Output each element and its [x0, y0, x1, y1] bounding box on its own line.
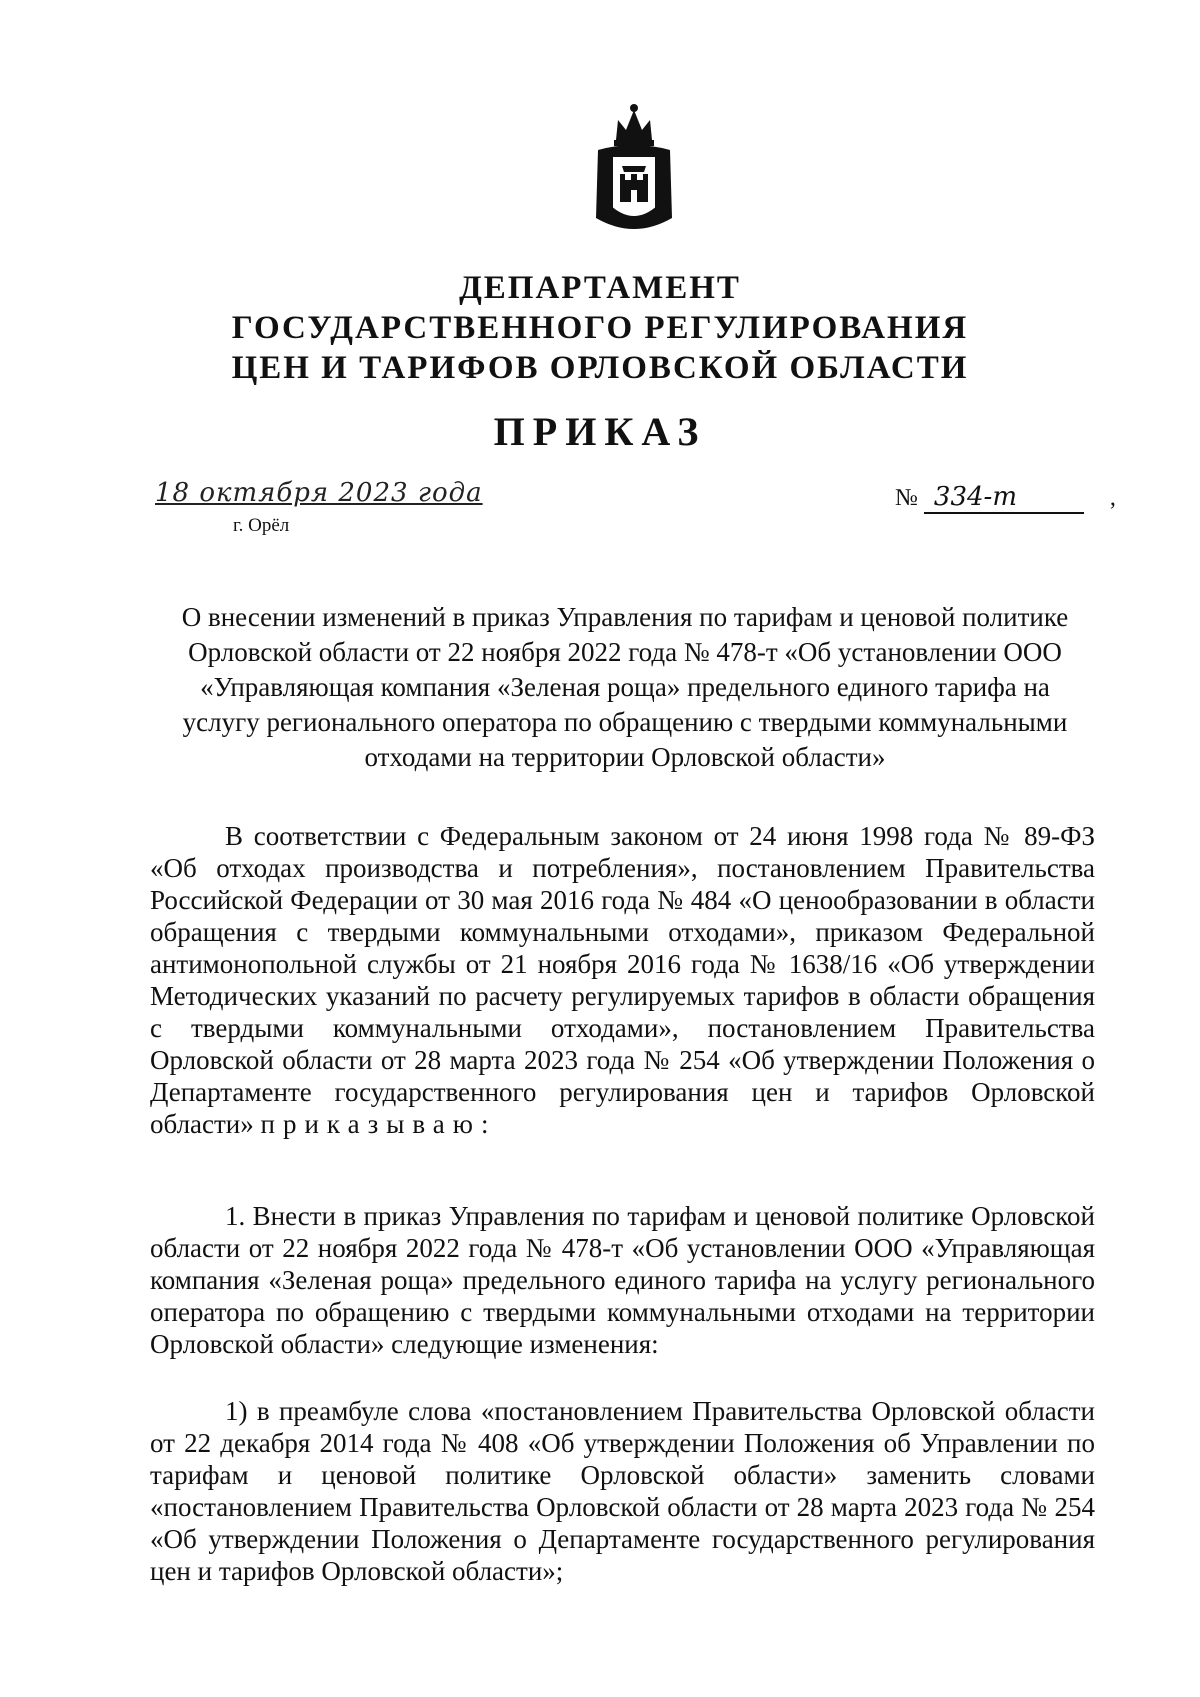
item-1-1-paragraph	[150, 1395, 1095, 1587]
department-title-line-3: ЦЕН И ТАРИФОВ ОРЛОВСКОЙ ОБЛАСТИ	[231, 350, 969, 386]
item-1-1-text: 1) в преамбуле слова «постановлением Правительства Орловской области от 22 декабря 2014 года № 408 «Об утверждении Положения об Управлении по тарифам и ценовой политике Орловской области» заменить словами «постановлением Правительства Орловской области от 28 марта 2023 года № 254 «Об утверждении Положения о Департаменте государственного регулирования цен и тарифов Орловской области»;	[150, 1396, 1095, 1586]
number-sign: №	[895, 485, 918, 511]
number-comma: ,	[1109, 485, 1116, 511]
order-number-block	[895, 482, 1116, 514]
document-subject: О внесении изменений в приказ Управления по тарифам и ценовой политике Орловской области от 22 ноября 2022 года № 478-т «Об установлении ООО «Управляющая компания «Зеленая роща» предельного единого тарифа на услугу регионального оператора по обращению с твердыми коммунальными отходами на территории Орловской области»	[181, 602, 1069, 772]
item-1-paragraph	[150, 1200, 1095, 1360]
item-1-text: 1. Внести в приказ Управления по тарифам и ценовой политике Орловской области от 22 ноября 2022 года № 478-т «Об установлении ООО «Управляющая компания «Зеленая роща» предельного единого тарифа на услугу регионального оператора по обращению с твердыми коммунальными отходами на территории Орловской области» следующие изменения:	[150, 1201, 1095, 1359]
handwritten-order-number: 334-т	[924, 482, 1084, 514]
coat-of-arms-icon	[588, 100, 680, 242]
preamble-text: В соответствии с Федеральным законом от 24 июня 1998 года № 89-ФЗ «Об отходах производства и потребления», постановлением Правительства Российской Федерации от 30 мая 2016 года № 484 «О ценообразовании в области обращения с твердыми коммунальными отходами», приказом Федеральной антимонопольной службы от 21 ноября 2016 года № 1638/16 «Об утверждении Методических указаний по расчету регулируемых тарифов в области обращения с твердыми коммунальными отходами», постановлением Правительства Орловской области от 28 марта 2023 года № 254 «Об утверждении Положения о Департаменте государственного регулирования цен и тарифов Орловской области»	[150, 821, 1095, 1139]
city-label: г. Орёл	[233, 515, 290, 536]
department-title-line-2: ГОСУДАРСТВЕННОГО РЕГУЛИРОВАНИЯ	[231, 310, 969, 346]
order-verb: приказываю:	[260, 1109, 497, 1139]
preamble-paragraph	[150, 820, 1095, 1140]
handwritten-date: 18 октября 2023 года	[155, 478, 483, 508]
document-type-title: ПРИКАЗ	[493, 409, 707, 454]
department-title-line-1: ДЕПАРТАМЕНТ	[459, 270, 741, 306]
